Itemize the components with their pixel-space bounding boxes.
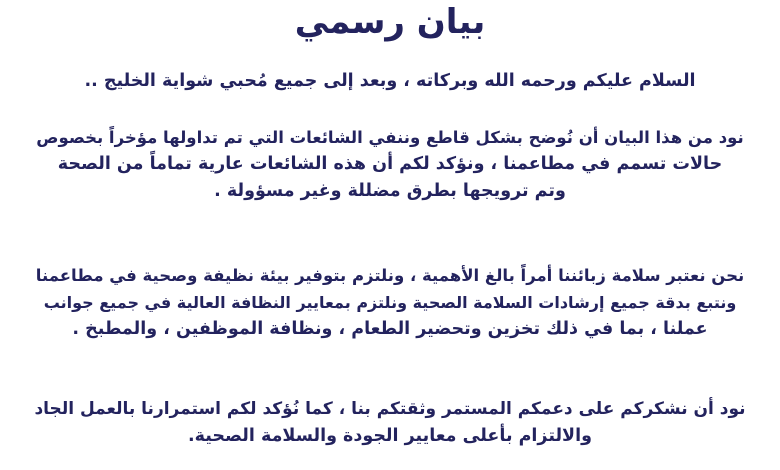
denial-paragraph xyxy=(34,124,746,205)
paragraph-line: حالات تسمم في مطاعمنا ، ونؤكد لكم أن هذه الشائعات عارية تماماً من الصحة xyxy=(57,154,723,174)
paragraph-line: نود أن نشكركم على دعمكم المستمر وثقتكم بنا ، كما نُؤكد لكم استمرارنا بالعمل الجاد xyxy=(34,399,746,419)
paragraph-line: السلام عليكم ورحمه الله وبركاته ، وبعد إلى جميع مُحبي شواية الخليج .. xyxy=(84,71,696,91)
greeting-paragraph xyxy=(34,68,746,95)
page-title: بيان رسمي xyxy=(294,2,486,42)
paragraph-line: وتم ترويجها بطرق مضللة وغير مسؤولة . xyxy=(214,181,566,201)
paragraph-line: عملنا ، بما في ذلك تخزين وتحضير الطعام ، ونظافة الموظفين ، والمطبخ . xyxy=(72,319,708,339)
paragraph-line: نود من هذا البيان أن نُوضح بشكل قاطع وننفي الشائعات التي تم تداولها مؤخراً بخصوص xyxy=(36,128,744,147)
paragraph-line: نحن نعتبر سلامة زبائننا أمراً بالغ الأهمية ، ونلتزم بتوفير بيئة نظيفة وصحية في مطاعمنا xyxy=(35,266,745,285)
safety-commitment-paragraph xyxy=(34,262,746,343)
paragraph-line: والالتزام بأعلى معايير الجودة والسلامة الصحية. xyxy=(188,426,592,446)
thanks-paragraph xyxy=(34,396,746,450)
paragraph-line: ونتبع بدقة جميع إرشادات السلامة الصحية ونلتزم بمعايير النظافة العالية في جميع جوانب xyxy=(43,293,737,312)
